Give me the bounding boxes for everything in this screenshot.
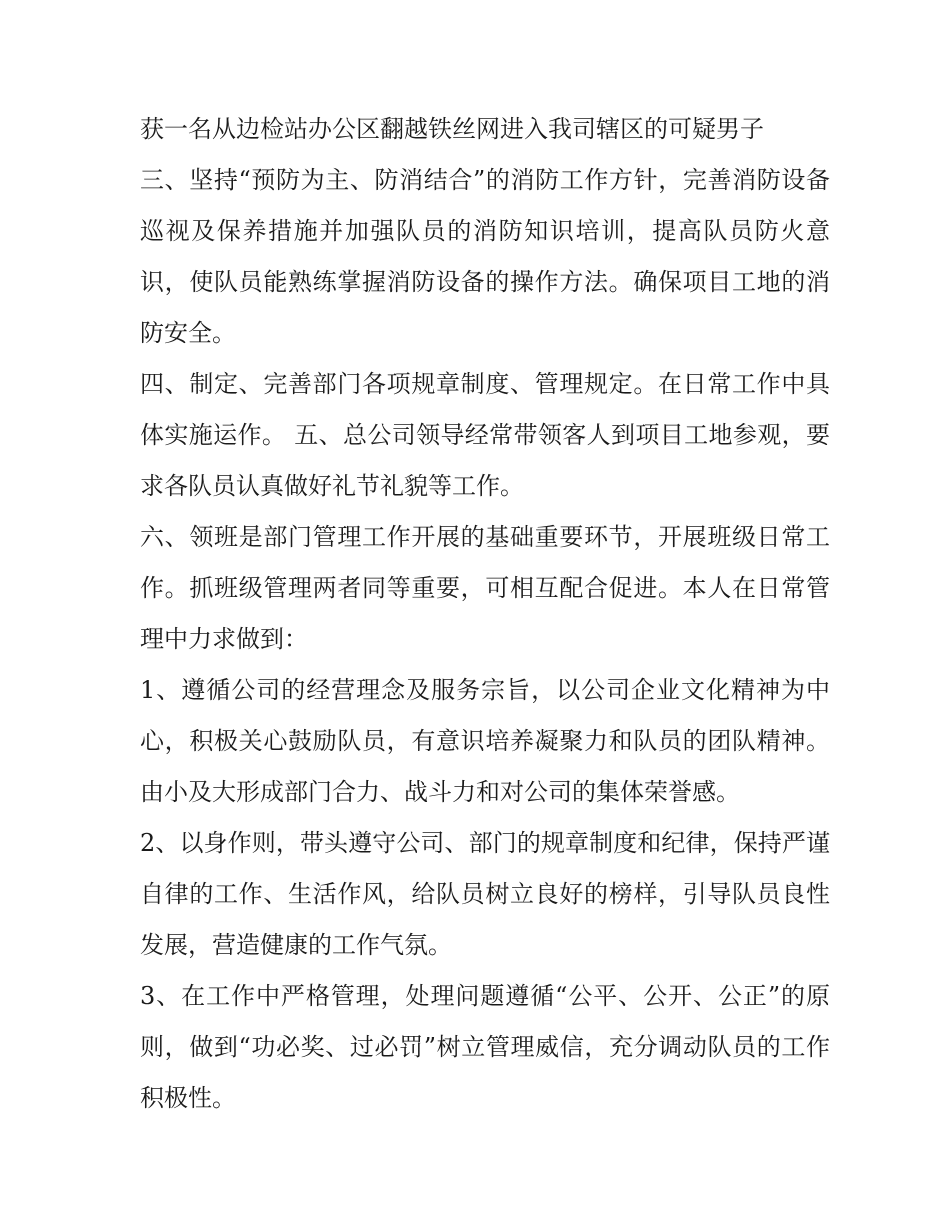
paragraph-1: 获一名从边检站办公区翻越铁丝网进入我司辖区的可疑男子 [140, 115, 764, 143]
paragraph-5: 1、遵循公司的经营理念及服务宗旨，以公司企业文化精神为中心，积极关心鼓励队员，有意识培养凝聚力和队员的团队精神。由小及大形成部门合力、战斗力和对公司的集体荣誉感。 [140, 676, 830, 806]
paragraph-3: 四、制定、完善部门各项规章制度、管理规定。在日常工作中具体实施运作。 五、总公司领导经常带领客人到项目工地参观，要求各队员认真做好礼节礼貌等工作。 [140, 370, 830, 500]
paragraph-6: 2、以身作则，带头遵守公司、部门的规章制度和纪律，保持严谨自律的工作、生活作风，给队员树立良好的榜样，引导队员良性发展，营造健康的工作气氛。 [140, 829, 830, 959]
paragraph-4: 六、领班是部门管理工作开展的基础重要环节，开展班级日常工作。抓班级管理两者同等重要，可相互配合促进。本人在日常管理中力求做到： [140, 523, 830, 653]
paragraph-7: 3、在工作中严格管理，处理问题遵循“公平、公开、公正”的原则，做到“功必奖、过必罚”树立管理威信，充分调动队员的工作积极性。 [140, 982, 830, 1112]
paragraph-2: 三、坚持“预防为主、防消结合”的消防工作方针，完善消防设备巡视及保养措施并加强队员的消防知识培训，提高队员防火意识，使队员能熟练掌握消防设备的操作方法。确保项目工地的消防安全。 [140, 166, 830, 347]
document-body [140, 104, 830, 1124]
